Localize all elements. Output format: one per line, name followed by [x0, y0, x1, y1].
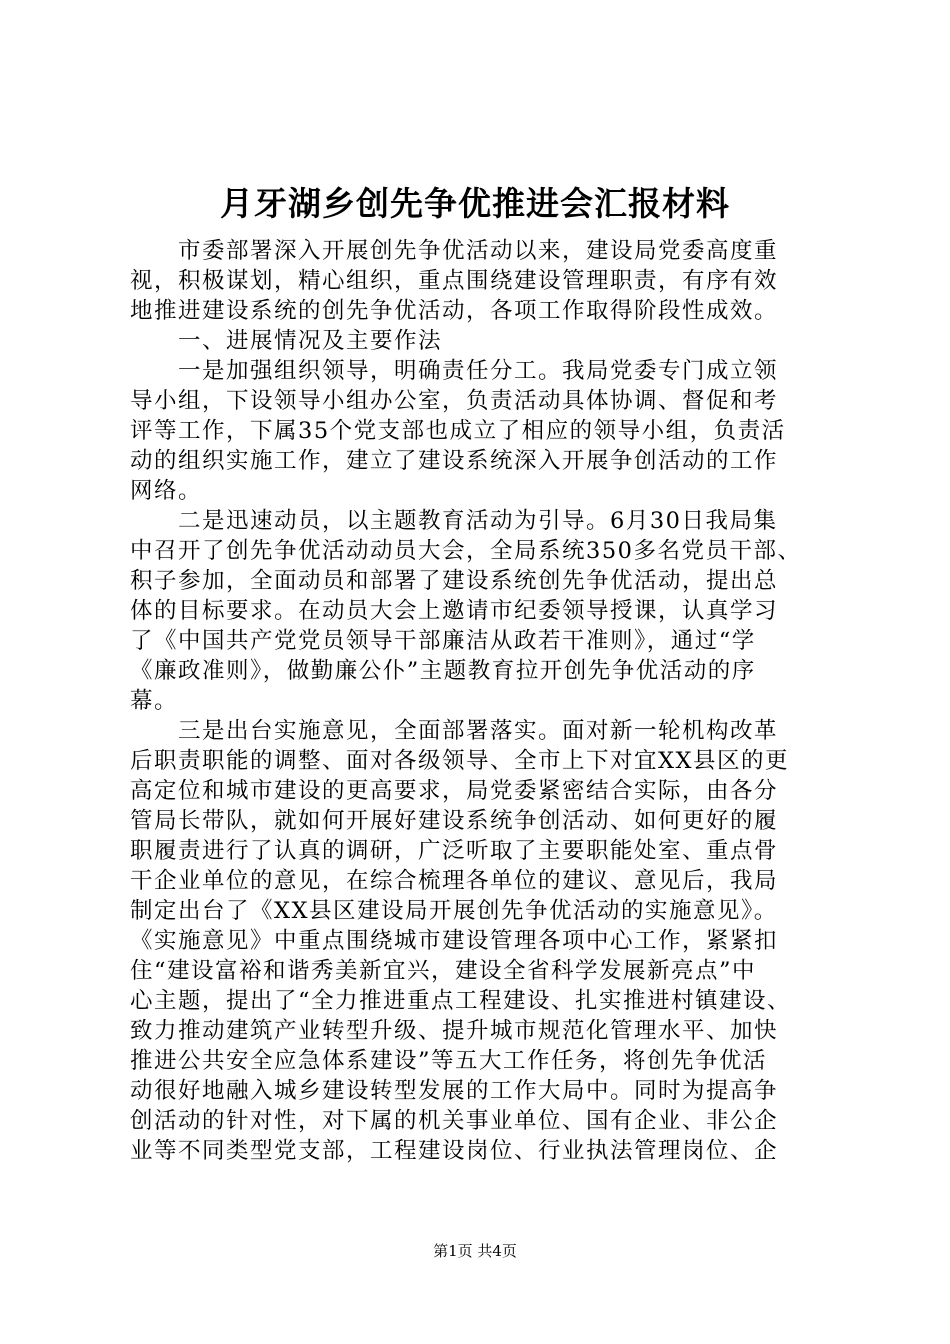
document-title: 月牙湖乡创先争优推进会汇报材料	[220, 184, 730, 223]
body-line: 中召开了创先争优活动动员大会，全局系统350多名党员干部、	[130, 538, 802, 564]
body-line: 住“建设富裕和谐秀美新宜兴，建设全省科学发展新亮点”中	[130, 958, 757, 984]
body-line: 导小组，下设领导小组办公室，负责活动具体协调、督促和考	[130, 388, 779, 414]
body-line: 体的目标要求。在动员大会上邀请市纪委领导授课，认真学习	[130, 598, 779, 624]
body-line: 《廉政准则》，做勤廉公仆”主题教育拉开创先争优活动的序	[130, 658, 756, 684]
body-line: 推进公共安全应急体系建设”等五大工作任务，将创先争优活	[130, 1048, 768, 1074]
body-line: 动很好地融入城乡建设转型发展的工作大局中。同时为提高争	[130, 1078, 779, 1104]
body-line: 制定出台了《XX县区建设局开展创先争优活动的实施意见》。	[130, 898, 778, 924]
body-line: 《实施意见》中重点围绕城市建设管理各项中心工作，紧紧扣	[130, 928, 779, 954]
page-footer: 第1页 共4页	[433, 1242, 517, 1260]
body-line: 了《中国共产党党员领导干部廉洁从政若干准则》，通过“学	[130, 628, 756, 654]
body-line: 三是出台实施意见，全面部署落实。面对新一轮机构改革	[130, 718, 779, 744]
body-line: 干企业单位的意见，在综合梳理各单位的建议、意见后，我局	[130, 868, 779, 894]
body-line: 心主题，提出了“全力推进重点工程建设、扎实推进村镇建设、	[130, 988, 792, 1014]
body-line: 创活动的针对性，对下属的机关事业单位、国有企业、非公企	[130, 1108, 779, 1134]
body-line: 一、进展情况及主要作法	[130, 328, 443, 354]
body-line: 网络。	[130, 478, 203, 504]
body-line: 积子参加，全面动员和部署了建设系统创先争优活动，提出总	[130, 568, 779, 594]
body-line: 幕。	[130, 688, 179, 714]
body-line: 致力推动建筑产业转型升级、提升城市规范化管理水平、加快	[130, 1018, 779, 1044]
body-line: 二是迅速动员，以主题教育活动为引导。6月30日我局集	[130, 508, 778, 534]
body-line: 业等不同类型党支部，工程建设岗位、行业执法管理岗位、企	[130, 1138, 779, 1164]
body-line: 后职责职能的调整、面对各级领导、全市上下对宜XX县区的更	[130, 748, 790, 774]
body-line: 高定位和城市建设的更高要求，局党委紧密结合实际，由各分	[130, 778, 779, 804]
body-line: 动的组织实施工作，建立了建设系统深入开展争创活动的工作	[130, 448, 779, 474]
body-line: 地推进建设系统的创先争优活动，各项工作取得阶段性成效。	[130, 298, 779, 324]
document-body	[130, 236, 830, 1166]
body-line: 评等工作，下属35个党支部也成立了相应的领导小组，负责活	[130, 418, 786, 444]
body-line: 视，积极谋划，精心组织，重点围绕建设管理职责，有序有效	[130, 268, 779, 294]
body-line: 职履责进行了认真的调研，广泛听取了主要职能处室、重点骨	[130, 838, 779, 864]
body-line: 管局长带队，就如何开展好建设系统争创活动、如何更好的履	[130, 808, 779, 834]
body-line: 市委部署深入开展创先争优活动以来，建设局党委高度重	[130, 238, 779, 264]
body-line: 一是加强组织领导，明确责任分工。我局党委专门成立领	[130, 358, 779, 384]
